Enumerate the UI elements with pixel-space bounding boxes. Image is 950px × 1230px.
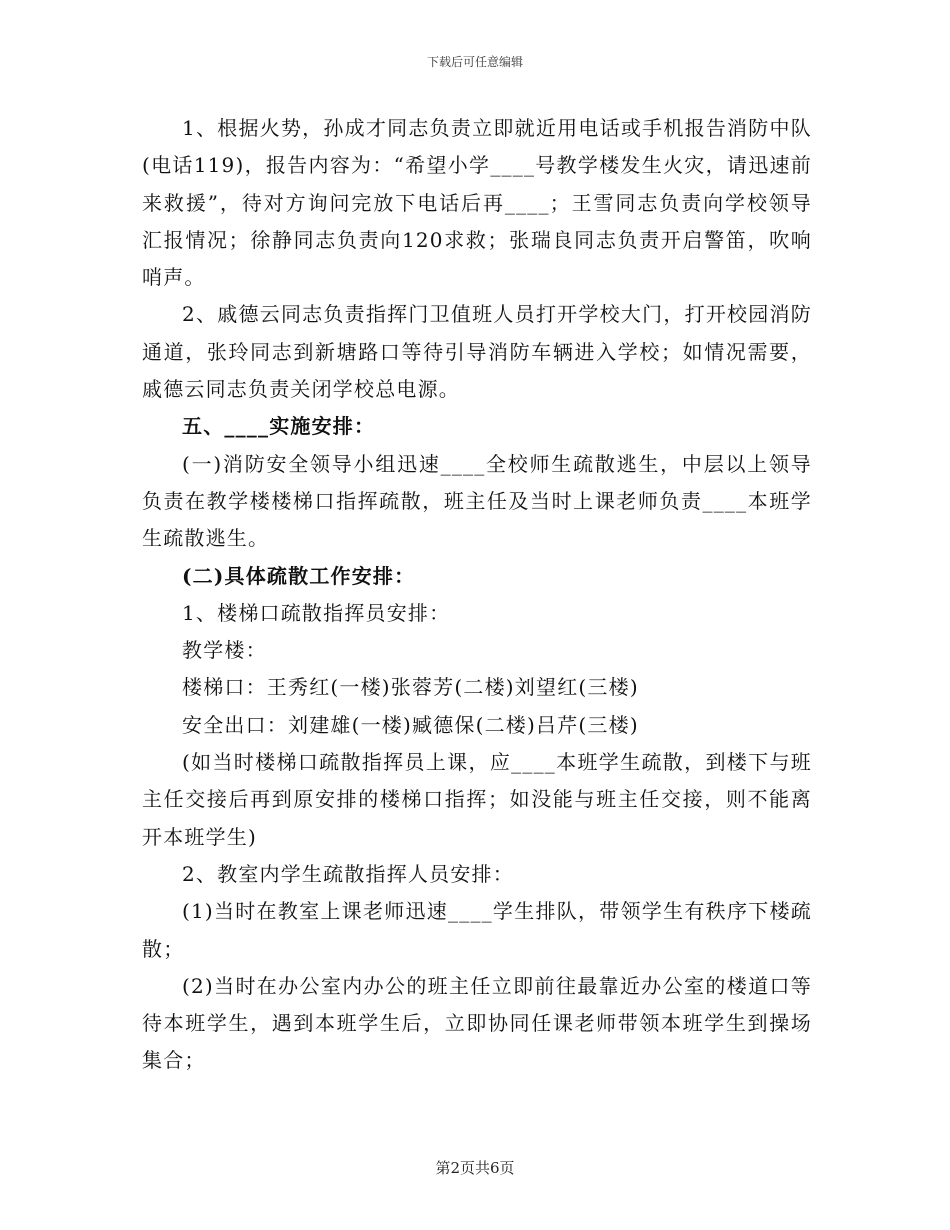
page-number: 第2页共6页	[435, 1159, 515, 1177]
paragraph-item-2: (2)当时在办公室内办公的班主任立即前往最靠近办公室的楼道口等待本班学生，遇到本班学生后，立即协同任课老师带领本班学生到操场集合；	[142, 973, 812, 1073]
subsection-heading-evacuation-work: (二)具体疏散工作安排：	[182, 563, 416, 588]
paragraph-staircase-assignments: 楼梯口：王秀红(一楼)张蓉芳(二楼)刘望红(三楼)	[182, 675, 639, 700]
paragraph-fire-report: 1、根据火势，孙成才同志负责立即就近用电话或手机报告消防中队(电话119)，报告内容为：“希望小学____号教学楼发生火灾，请迅速前来救援”，待对方询问完放下电话后再____；王雪同志负责向学校领导汇报情况；徐静同志负责向120求救；张瑞良同志负责开启警笛，吹响哨声。	[142, 116, 812, 290]
page-header-note: 下载后可任意编辑	[426, 55, 523, 69]
paragraph-teaching-building: 教学楼：	[182, 638, 267, 663]
document-body	[142, 110, 812, 1080]
paragraph-classroom-commanders: 2、教室内学生疏散指挥人员安排：	[182, 861, 514, 886]
paragraph-item-1: (1)当时在教室上课老师迅速____学生排队，带领学生有秩序下楼疏散；	[142, 899, 812, 961]
paragraph-gate-duty: 2、戚德云同志负责指挥门卫值班人员打开学校大门，打开校园消防通道，张玲同志到新塘路口等待引导消防车辆进入学校；如情况需要，戚德云同志负责关闭学校总电源。	[142, 302, 812, 402]
paragraph-staircase-commanders: 1、楼梯口疏散指挥员安排：	[182, 600, 451, 625]
paragraph-evacuation-leadership: (一)消防安全领导小组迅速____全校师生疏散逃生，中层以上领导负责在教学楼楼梯口指挥疏散，班主任及当时上课老师负责____本班学生疏散逃生。	[142, 451, 812, 551]
paragraph-commander-note: (如当时楼梯口疏散指挥员上课，应____本班学生疏散，到楼下与班主任交接后再到原安排的楼梯口指挥；如没能与班主任交接，则不能离开本班学生)	[142, 750, 812, 849]
section-heading-implementation: 五、____实施安排：	[182, 414, 376, 439]
paragraph-exit-assignments: 安全出口：刘建雄(一楼)臧德保(二楼)吕芹(三楼)	[182, 712, 639, 737]
